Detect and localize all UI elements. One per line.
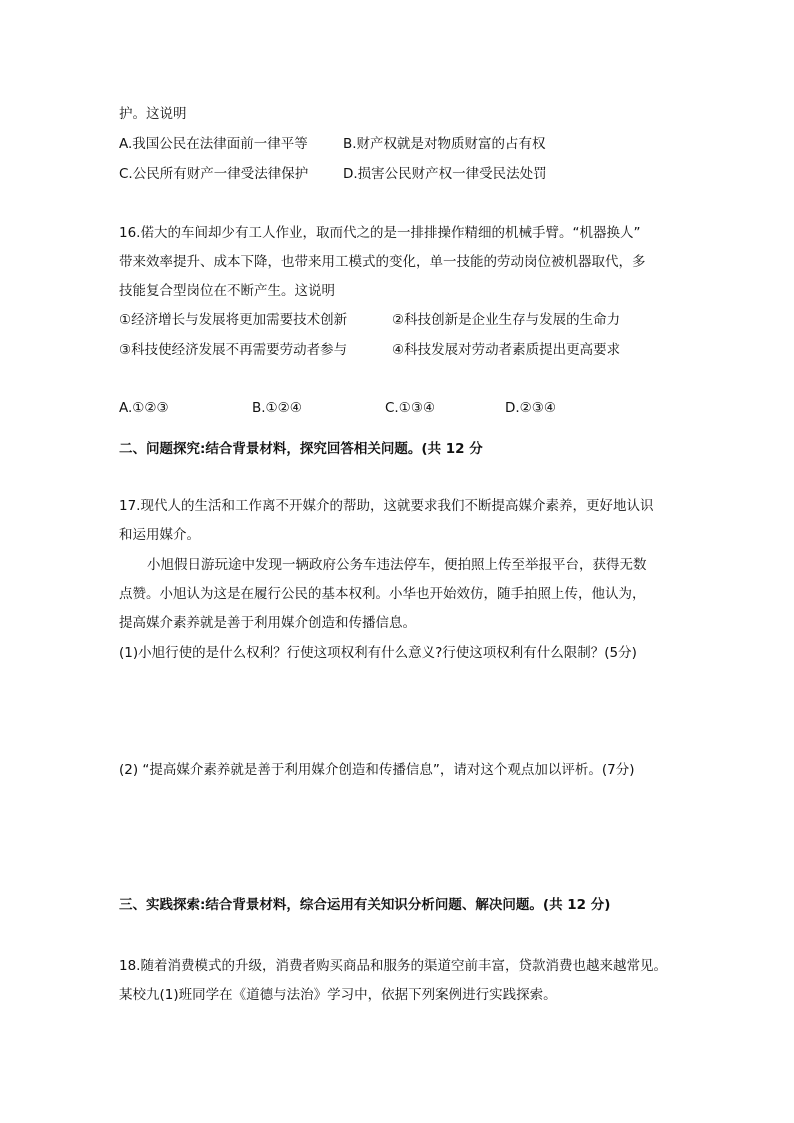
q18-line-1: 18.随着消费模式的升级，消费者购买商品和服务的渠道空前丰富，贷款消费也越来越常见。	[119, 958, 667, 974]
q16-line-1: 16.偌大的车间却少有工人作业，取而代之的是一排排操作精细的机械手臂。“机器换人”	[119, 225, 641, 241]
q17-sub-question-1: (1)小旭行使的是什么权利？行使这项权利有什么意义?行使这项权利有什么限制？(5分)	[119, 645, 637, 661]
q16-line-3: 技能复合型岗位在不断产生。这说明	[119, 283, 335, 299]
q17-intro-line-2: 和运用媒介。	[119, 527, 200, 543]
q15-option-b: B.财产权就是对物质财富的占有权	[343, 136, 546, 152]
q16-option-b: B.①②④	[252, 400, 302, 416]
q17-sub-question-2: (2) “提高媒介素养就是善于利用媒介创造和传播信息”，请对这个观点加以评析。(7分)	[119, 762, 635, 778]
q17-material-line-1: 小旭假日游玩途中发现一辆政府公务车违法停车，便拍照上传至举报平台，获得无数	[147, 557, 647, 573]
q17-material-line-2: 点赞。小旭认为这是在履行公民的基本权利。小华也开始效仿，随手拍照上传，他认为，	[119, 586, 646, 602]
q15-option-a: A.我国公民在法律面前一律平等	[119, 136, 308, 152]
q15-option-c: C.公民所有财产一律受法律保护	[119, 166, 309, 182]
q16-statement-1: ①经济增长与发展将更加需要技术创新	[119, 312, 348, 328]
section2-heading: 二、问题探究:结合背景材料，探究回答相关问题。(共 12 分	[119, 441, 483, 457]
q16-statement-2: ②科技创新是企业生存与发展的生命力	[392, 312, 621, 328]
q16-statement-3: ③科技使经济发展不再需要劳动者参与	[119, 342, 348, 358]
q16-option-a: A.①②③	[119, 400, 169, 416]
section3-heading: 三、实践探索:结合背景材料，综合运用有关知识分析问题、解决问题。(共 12 分)	[119, 897, 611, 913]
q17-intro-line-1: 17.现代人的生活和工作离不开媒介的帮助，这就要求我们不断提高媒介素养，更好地认识	[119, 498, 654, 514]
q16-option-d: D.②③④	[505, 400, 556, 416]
q15-stem-tail: 护。这说明	[119, 106, 187, 122]
q18-line-2: 某校九(1)班同学在《道德与法治》学习中，依据下列案例进行实践探索。	[119, 987, 557, 1003]
q16-statement-4: ④科技发展对劳动者素质提出更高要求	[392, 342, 621, 358]
q17-material-line-3: 提高媒介素养就是善于利用媒介创造和传播信息。	[119, 615, 416, 631]
q16-option-c: C.①③④	[385, 400, 436, 416]
q15-option-d: D.损害公民财产权一律受民法处罚	[343, 166, 547, 182]
q16-line-2: 带来效率提升、成本下降，也带来用工模式的变化，单一技能的劳动岗位被机器取代，多	[119, 254, 646, 270]
